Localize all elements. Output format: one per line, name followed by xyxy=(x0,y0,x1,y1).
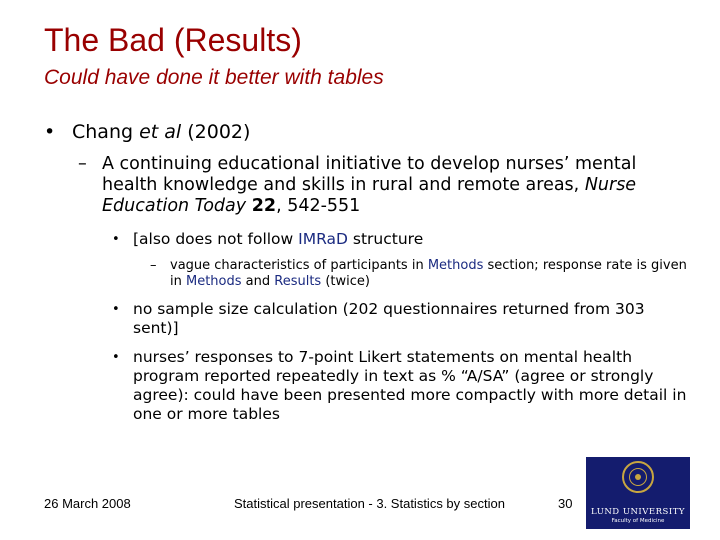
author-name: Chang xyxy=(72,121,140,143)
et-al: et al xyxy=(139,121,182,143)
slide-subtitle: Could have done it better with tables xyxy=(44,66,384,89)
logo-faculty: Faculty of Medicine xyxy=(611,518,665,524)
journal-pages: , 542-551 xyxy=(276,196,361,216)
journal-name: Nurse Education Today xyxy=(102,175,637,216)
point-sample-size xyxy=(112,300,692,338)
footer-date: 26 March 2008 xyxy=(44,496,131,511)
bullet-dot-icon: • xyxy=(112,302,120,317)
university-seal-icon xyxy=(622,461,654,493)
page-number: 30 xyxy=(558,496,573,511)
reference-citation xyxy=(78,154,678,217)
methods-keyword: Methods xyxy=(427,258,484,273)
footer-title: Statistical presentation - 3. Statistics by section xyxy=(234,496,505,511)
slide-title: The Bad (Results) xyxy=(44,22,302,58)
subpoint-participants: – vague characteristics of participants in Methods section; response rate is given in Methods and Results (twice) xyxy=(150,258,687,289)
lund-university-logo xyxy=(586,457,690,529)
methods-keyword: Methods xyxy=(185,274,242,289)
logo-university-name: LUND UNIVERSITY xyxy=(591,507,685,517)
results-keyword: Results xyxy=(274,274,322,289)
journal-volume: 22 xyxy=(251,196,277,216)
point-text: nurses’ responses to 7-point Likert statements on mental health program reported repeatedly in text as % “A/SA” (agree or strongly agree): could have been presented more compactly with more detail in one or more tables xyxy=(133,348,687,423)
reference-title: A continuing educational initiative to develop nurses’ mental health knowledge and skills in rural and remote areas, xyxy=(102,154,637,195)
bullet-dot-icon: • xyxy=(44,121,56,143)
year: (2002) xyxy=(181,121,251,143)
bullet-chang-2002 xyxy=(44,120,250,144)
bullet-dot-icon: • xyxy=(112,232,120,247)
dash-marker: – xyxy=(150,258,157,273)
point-imrad: • [also does not follow IMRaD structure xyxy=(112,230,424,248)
imrad-keyword: IMRaD xyxy=(298,230,348,248)
dash-marker: – xyxy=(78,154,87,174)
bullet-dot-icon: • xyxy=(112,350,120,365)
point-likert xyxy=(112,348,692,424)
point-text: no sample size calculation (202 questionnaires returned from 303 sent)] xyxy=(133,300,645,337)
